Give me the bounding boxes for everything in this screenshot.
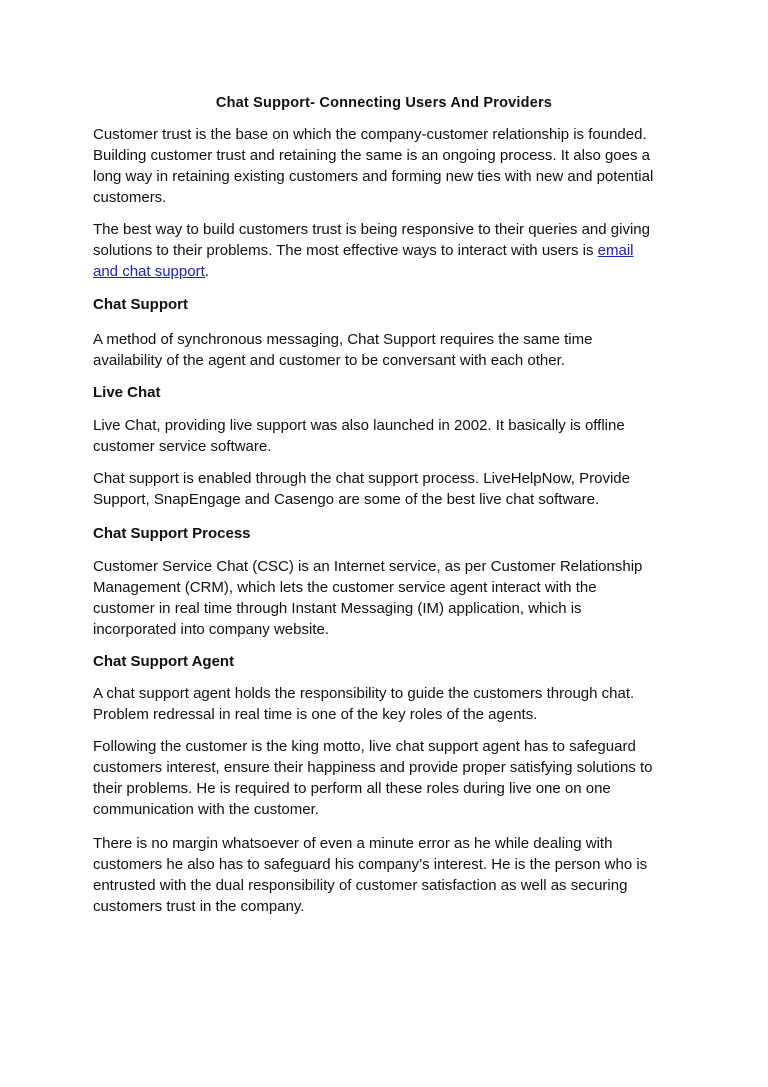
text-line: customer in real time through Instant Messaging (IM) application, which is	[93, 600, 582, 617]
text-line: customer service software.	[93, 438, 272, 455]
heading-chat-support-agent: Chat Support Agent	[93, 653, 235, 670]
text-line: A method of synchronous messaging, Chat Support requires the same time	[93, 331, 593, 348]
paragraph-live-chat	[93, 415, 693, 457]
text-line: availability of the agent and customer to be conversant with each other.	[93, 352, 565, 369]
paragraph-process	[93, 556, 693, 640]
paragraph-chat-support	[93, 329, 693, 371]
text-line: The best way to build customers trust is being responsive to their queries and giving	[93, 221, 650, 238]
text-line: communication with the customer.	[93, 801, 319, 818]
document-title: Chat Support- Connecting Users And Providers	[215, 95, 553, 111]
text-line: Customer trust is the base on which the company-customer relationship is founded.	[93, 126, 647, 143]
heading-live-chat: Live Chat	[93, 384, 161, 401]
text-line: long way in retaining existing customers and forming new ties with new and potential	[93, 168, 654, 185]
text-line: entrusted with the dual responsibility of customer satisfaction as well as securing	[93, 877, 628, 894]
text-line: customers.	[93, 189, 167, 206]
text-line: Following the customer is the king motto, live chat support agent has to safeguard	[93, 738, 636, 755]
paragraph-agent	[93, 683, 693, 725]
text-line	[93, 240, 693, 261]
text-line: customers interest, ensure their happiness and provide proper satisfying solutions to	[93, 759, 653, 776]
paragraph-no-margin	[93, 833, 693, 917]
text-segment: .	[204, 263, 209, 280]
text-line: their problems. He is required to perform all these roles during live one on one	[93, 780, 611, 797]
paragraph-following	[93, 736, 693, 820]
email-chat-support-link-cont[interactable]: and chat support	[93, 263, 205, 280]
text-line: customers he also has to safeguard his company’s interest. He is the person who is	[93, 856, 648, 873]
text-line: Customer Service Chat (CSC) is an Internet service, as per Customer Relationship	[93, 558, 643, 575]
text-line: customers trust in the company.	[93, 898, 305, 915]
text-line: incorporated into company website.	[93, 621, 329, 638]
text-line: Management (CRM), which lets the customer service agent interact with the	[93, 579, 597, 596]
heading-chat-support: Chat Support	[93, 296, 188, 313]
text-segment: solutions to their problems. The most effective ways to interact with users is	[93, 242, 598, 259]
text-line: A chat support agent holds the responsibility to guide the customers through chat.	[93, 685, 635, 702]
text-line: Live Chat, providing live support was also launched in 2002. It basically is offline	[93, 417, 625, 434]
text-line: Problem redressal in real time is one of the key roles of the agents.	[93, 706, 538, 723]
email-chat-support-link[interactable]: email	[597, 242, 634, 259]
text-line: Support, SnapEngage and Casengo are some of the best live chat software.	[93, 491, 600, 508]
paragraph-intro	[93, 124, 693, 208]
text-line: Chat support is enabled through the chat support process. LiveHelpNow, Provide	[93, 470, 630, 487]
paragraph-best-way	[93, 219, 693, 282]
text-line: There is no margin whatsoever of even a minute error as he while dealing with	[93, 835, 613, 852]
paragraph-chat-software	[93, 468, 693, 510]
heading-chat-support-process: Chat Support Process	[93, 525, 251, 542]
text-line	[93, 261, 693, 282]
text-line: Building customer trust and retaining the same is an ongoing process. It also goes a	[93, 147, 650, 164]
